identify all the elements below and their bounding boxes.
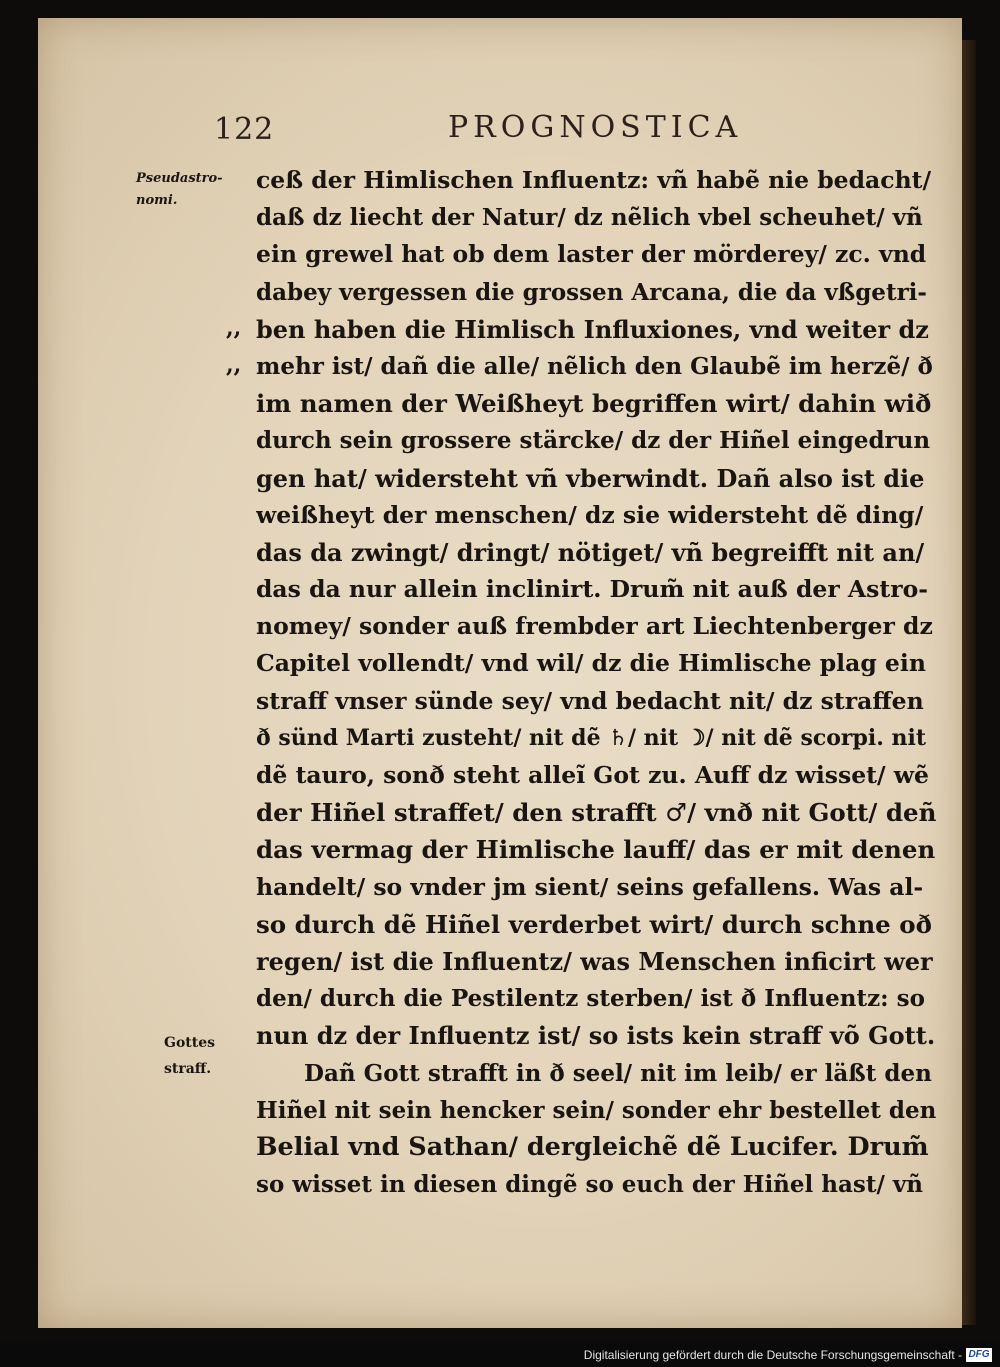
margin-note-pseudastronomi (136, 168, 246, 212)
book-spine-edge (962, 40, 976, 1325)
text-line: dẽ tauro, sonð steht alleĩ Got zu. Auff dz wisset/ wẽ (256, 761, 929, 789)
text-line: Belial vnd Sathan/ dergleichẽ dẽ Lucifer. Drum̃ (256, 1131, 929, 1162)
body-text (256, 162, 936, 1203)
text-line: das vermag der Himlische lauff/ das er mit denen (256, 835, 936, 865)
text-line: das da nur allein inclinirt. Drum̃ nit auß der Astro- (256, 575, 929, 604)
margin-note-line: Pseudastro- (136, 171, 223, 186)
text-line: Hiñel nit sein hencker sein/ sonder ehr bestellet den (256, 1096, 936, 1124)
text-line: der Hiñel straffet/ den strafft ♂/ vnð nit Gott/ deñ (256, 798, 936, 828)
text-line: mehr ist/ dañ die alle/ nẽlich den Glaubẽ im herzẽ/ ð (256, 352, 933, 380)
text-line: durch sein grossere stärcke/ dz der Hiñel eingedrun (256, 427, 931, 455)
text-line: handelt/ so vnder jm sient/ seins gefallens. Was al- (256, 872, 924, 901)
text-line: so durch dẽ Hiñel verderbet wirt/ durch schne oð (256, 909, 932, 939)
text-line: regen/ ist die Influentz/ was Menschen inficirt wer (256, 946, 933, 976)
text-line: das da zwingt/ dringt/ nötiget/ vñ begreifft nit an/ (256, 537, 925, 567)
quote-mark: ,, (226, 315, 242, 341)
text-line: daß dz liecht der Natur/ dz nẽlich vbel scheuhet/ vñ (256, 204, 923, 232)
margin-note-line: nomi. (136, 193, 178, 208)
running-title: PROGNOSTICA (448, 110, 743, 145)
text-line: so wisset in diesen dingẽ so euch der Hiñel hast/ vñ (256, 1171, 923, 1199)
dfg-logo: DFG (966, 1348, 992, 1362)
text-line: ein grewel hat ob dem laster der mörderey/ zc. vnd (256, 240, 927, 269)
text-line: nun dz der Influentz ist/ so ists kein straff võ Gott. (256, 1021, 936, 1051)
text-line: im namen der Weißheyt begriffen wirt/ dahin wið (256, 389, 932, 419)
margin-note-line: straff. (164, 1061, 212, 1077)
text-line: dabey vergessen die grossen Arcana, die da vßgetri- (256, 278, 927, 306)
footer-bar (0, 1343, 1000, 1367)
page-header (214, 112, 814, 152)
text-line: den/ durch die Pestilentz sterben/ ist ð Influentz: so (256, 985, 925, 1013)
text-line: ceß der Himlischen Influentz: vñ habẽ nie bedacht/ (256, 166, 932, 194)
margin-note-line: Gottes (164, 1035, 216, 1051)
text-line: Capitel vollendt/ vnd wil/ dz die Himlische plag ein (256, 649, 926, 678)
text-line: nomey/ sonder auß frembder art Liechtenberger dz (256, 612, 933, 641)
page-number: 122 (214, 112, 275, 147)
text-line: ð sünd Marti zusteht/ nit dẽ ♄/ nit ☽/ nit dẽ scorpi. nit (256, 724, 927, 751)
text-line: gen hat/ widersteht vñ vberwindt. Dañ also ist die (256, 463, 925, 493)
quote-mark: ,, (226, 352, 242, 378)
text-line: ben haben die Himlisch Influxiones, vnd weiter dz (256, 314, 929, 344)
funding-credit: Digitalisierung gefördert durch die Deutsche Forschungsgemeinschaft - (583, 1348, 962, 1362)
text-line: Dañ Gott strafft in ð seel/ nit im leib/ er läßt den (304, 1059, 932, 1087)
text-line: straff vnser sünde sey/ vnd bedacht nit/ dz straffen (256, 686, 924, 715)
text-line: weißheyt der menschen/ dz sie widersteht dẽ ding/ (256, 500, 924, 529)
